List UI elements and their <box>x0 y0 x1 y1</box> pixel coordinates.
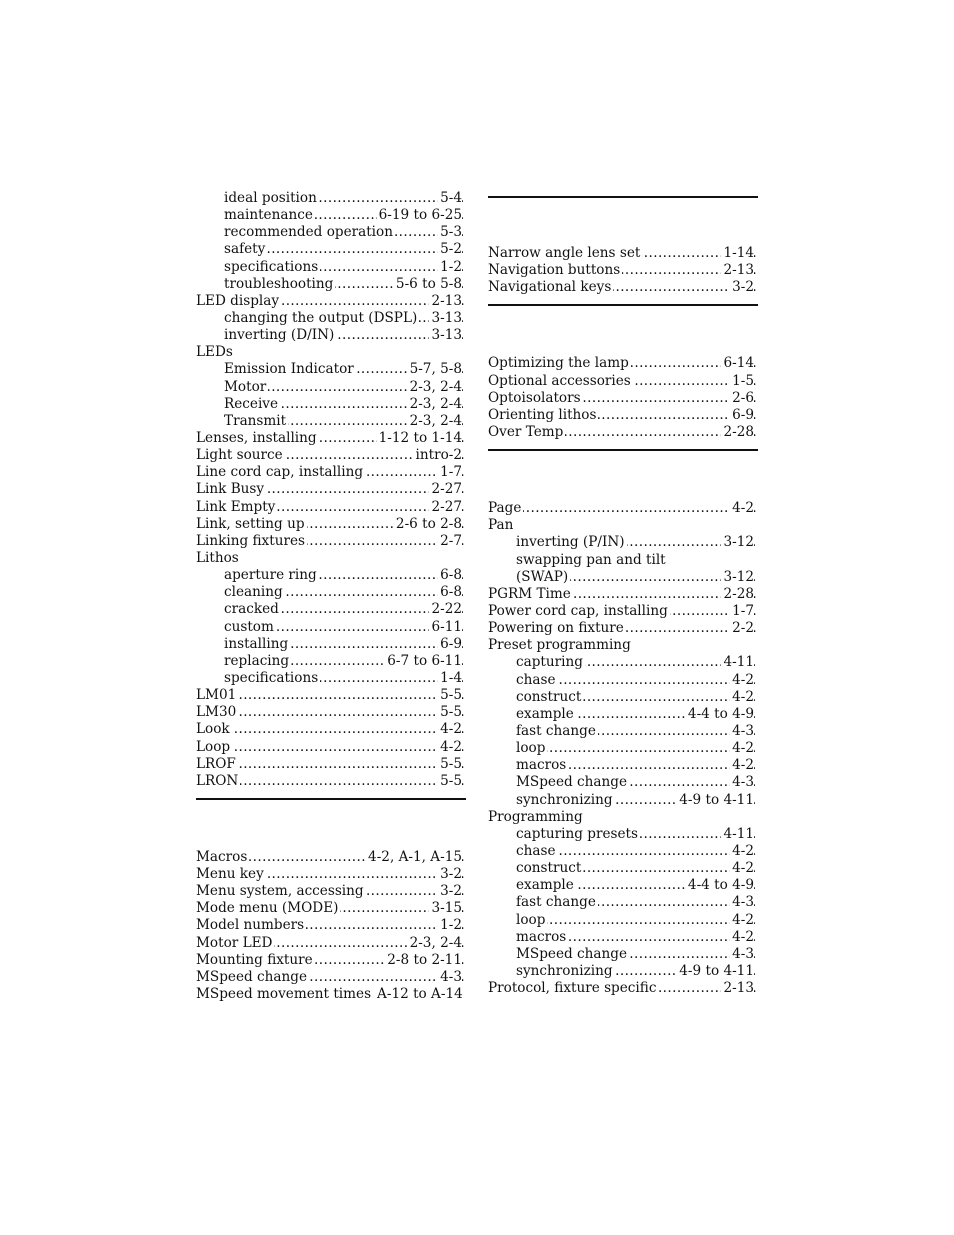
index-page-ref: 4-2 <box>732 911 754 928</box>
index-page-ref: 2-2 <box>732 620 754 637</box>
index-page-ref: 3-12 <box>723 534 754 551</box>
index-entry-preset-programming <box>488 637 756 654</box>
index-entry-lithos <box>196 550 464 567</box>
index-term: Over Temp <box>488 423 564 440</box>
index-term: construct <box>516 860 582 877</box>
index-term: Navigational keys <box>488 279 612 296</box>
index-page-ref: 4-11 <box>723 825 754 842</box>
index-term: Linking fixtures <box>196 532 305 549</box>
section-divider <box>488 196 758 198</box>
index-page-ref: 1-5 <box>732 372 754 389</box>
index-term: Motor LED <box>196 934 273 951</box>
index-subentry-custom <box>196 619 464 636</box>
index-page-ref: 2-3, 2-4 <box>409 378 462 395</box>
index-page-ref: 2-13 <box>431 292 462 309</box>
index-term: Power cord cap, installing <box>488 602 668 619</box>
index-page-ref: 2-3, 2-4 <box>409 412 462 429</box>
index-entry-loop <box>196 739 464 756</box>
index-term: specifications <box>224 258 319 275</box>
index-subentry-emission-indicator <box>196 361 464 378</box>
index-page-ref: 5-2 <box>440 241 462 258</box>
index-subentry-replacing <box>196 653 464 670</box>
index-entry-mounting-fixture <box>196 952 464 969</box>
index-page-ref: 3-2 <box>440 883 462 900</box>
index-term: chase <box>516 671 556 688</box>
index-term: Pan <box>488 517 514 534</box>
index-page-ref: 5-5 <box>440 755 462 772</box>
index-subentry-ideal-position <box>196 190 464 207</box>
index-page-ref: 5-5 <box>440 687 462 704</box>
index-entry-lm01 <box>196 687 464 704</box>
index-term: Look <box>196 721 230 738</box>
index-term: LED display <box>196 292 280 309</box>
index-subentry-recommended-operation <box>196 224 464 241</box>
index-term: Mode menu (MODE) <box>196 900 339 917</box>
index-subentry-cracked <box>196 601 464 618</box>
index-entry-mspeed-change <box>196 969 464 986</box>
index-term: Narrow angle lens set <box>488 245 641 261</box>
index-term: MSpeed change <box>516 945 628 962</box>
index-entry-optional-accessories <box>488 373 756 390</box>
index-page-ref: 2-22 <box>431 601 462 618</box>
index-entry-light-source <box>196 447 464 464</box>
index-term: construct <box>516 688 582 705</box>
index-page-ref: 2-8 to 2-11 <box>387 951 462 968</box>
index-entry-powering-on-fixture <box>488 620 756 637</box>
index-page-ref: 4-2 <box>732 928 754 945</box>
index-entry-power-cord-cap-installing <box>488 603 756 620</box>
index-entry-motor-led <box>196 935 464 952</box>
index-subentry-specifications <box>196 670 464 687</box>
index-term: Lithos <box>196 549 239 566</box>
index-term: fast change <box>516 722 596 739</box>
index-subentry-capturing-presets <box>488 826 756 843</box>
index-term: Motor <box>224 378 267 395</box>
index-term: Loop <box>196 738 231 755</box>
index-entry-narrow-angle-lens-set <box>488 245 756 262</box>
index-term: loop <box>516 911 546 928</box>
index-entry-lrof <box>196 756 464 773</box>
index-term: Optoisolators <box>488 389 581 406</box>
index-term: chase <box>516 842 556 859</box>
index-term: macros <box>516 928 567 945</box>
section-divider <box>488 449 758 451</box>
index-entry-protocol-fixture-specific <box>488 980 756 997</box>
index-page-ref: A-12 to A-14 <box>373 986 463 1002</box>
index-term: MSpeed change <box>516 774 628 791</box>
index-term: cracked <box>224 601 279 618</box>
index-page-ref: 4-3 <box>732 774 754 791</box>
index-subentry-synchronizing <box>488 792 756 809</box>
index-page-ref: 3-13 <box>431 309 462 326</box>
index-term: Powering on fixture <box>488 620 624 637</box>
index-entry-macros <box>196 849 464 866</box>
index-subentry-aperture-ring <box>196 567 464 584</box>
index-page-ref: 2-27 <box>431 481 462 498</box>
index-column-left <box>196 190 464 1003</box>
index-page-ref: 2-7 <box>440 532 462 549</box>
index-entry-pan <box>488 517 756 534</box>
section-divider <box>196 798 466 800</box>
index-term: Macros <box>196 848 248 865</box>
index-page-ref: 2-6 to 2-8 <box>395 515 462 532</box>
index-term: fast change <box>516 894 596 911</box>
index-page-ref: 4-9 to 4-11 <box>679 791 754 808</box>
index-subentry-maintenance <box>196 207 464 224</box>
index-entry-over-temp <box>488 424 756 441</box>
index-entry-lron <box>196 773 464 790</box>
index-entry-programming <box>488 809 756 826</box>
index-page-ref: 2-28 <box>723 423 754 440</box>
index-page-ref: 4-11 <box>723 654 754 671</box>
index-subentry-troubleshooting <box>196 276 464 293</box>
index-page-ref: 4-3 <box>732 945 754 962</box>
index-term: Receive <box>224 395 279 412</box>
index-term: aperture ring <box>224 567 317 584</box>
index-term: example <box>516 705 574 722</box>
index-term: LM01 <box>196 687 237 704</box>
index-subentry-installing <box>196 636 464 653</box>
index-term: MSpeed change <box>196 968 308 985</box>
index-term: Optimizing the lamp <box>488 355 629 372</box>
index-term: synchronizing <box>516 791 613 808</box>
index-subentry-motor <box>196 379 464 396</box>
index-term: cleaning <box>224 584 283 601</box>
index-entry-pgrm-time <box>488 586 756 603</box>
index-page-ref: 6-14 <box>723 355 754 372</box>
index-term: custom <box>224 618 274 635</box>
index-term: changing the output (DSPL) <box>224 309 418 326</box>
index-term: safety <box>224 241 266 258</box>
index-entry-menu-system-accessing <box>196 883 464 900</box>
index-subentry-synchronizing <box>488 963 756 980</box>
index-page-ref: 4-2 <box>732 842 754 859</box>
index-page-ref: 4-2 <box>440 721 462 738</box>
index-page-ref: 4-2 <box>732 757 754 774</box>
index-page-ref: 6-7 to 6-11 <box>387 652 462 669</box>
index-subentry-receive <box>196 396 464 413</box>
index-page-ref: 2-3, 2-4 <box>409 395 462 412</box>
index-term: Mounting fixture <box>196 951 313 968</box>
index-term: Orienting lithos <box>488 406 597 423</box>
index-term: capturing <box>516 654 583 671</box>
index-page-ref: 2-13 <box>723 980 754 997</box>
index-page-ref: 4-4 to 4-9 <box>687 705 754 722</box>
index-subentry-construct <box>488 860 756 877</box>
index-term: Optional accessories <box>488 372 631 389</box>
index-page-ref: 2-28 <box>723 585 754 602</box>
section-divider-block <box>196 790 464 849</box>
index-term: macros <box>516 757 567 774</box>
index-entry-led-display <box>196 293 464 310</box>
index-entry-model-numbers <box>196 917 464 934</box>
index-term: LRON <box>196 772 239 789</box>
index-page-ref: 5-5 <box>440 704 462 721</box>
index-entry-mode-menu-mode <box>196 900 464 917</box>
index-page-ref: 1-2 <box>440 258 462 275</box>
index-subentry-capturing <box>488 654 756 671</box>
index-entry-optoisolators <box>488 390 756 407</box>
index-page-ref: 1-12 to 1-14 <box>378 429 462 446</box>
index-term: LROF <box>196 755 236 772</box>
index-term: Link Empty <box>196 498 276 515</box>
index-term: ideal position <box>224 190 317 206</box>
index-subentry-fast-change <box>488 894 756 911</box>
index-page-ref: 2-27 <box>431 498 462 515</box>
index-subentry-loop <box>488 740 756 757</box>
index-subentry-inverting-p-in <box>488 534 756 551</box>
index-page-ref: 3-2 <box>732 279 754 296</box>
index-term: maintenance <box>224 207 313 224</box>
index-page-ref: 4-2 <box>732 500 754 517</box>
index-page-ref: 6-9 <box>440 635 462 652</box>
index-term: Menu system, accessing <box>196 883 364 900</box>
index-page-ref: 5-3 <box>440 224 462 241</box>
index-term: Navigation buttons <box>488 262 621 279</box>
index-entry-navigational-keys <box>488 279 756 296</box>
index-term: synchronizing <box>516 962 613 979</box>
index-page-ref: 4-2 <box>732 671 754 688</box>
index-term: Link, setting up <box>196 515 305 532</box>
index-subentry-chase <box>488 672 756 689</box>
index-subentry-safety <box>196 241 464 258</box>
index-entry-lm30 <box>196 704 464 721</box>
index-entry-leds <box>196 344 464 361</box>
index-subentry-fast-change <box>488 723 756 740</box>
index-term: LEDs <box>196 344 233 361</box>
index-page-ref: 3-2 <box>440 866 462 883</box>
index-entry-navigation-buttons <box>488 262 756 279</box>
index-page-ref: 3-12 <box>723 568 754 585</box>
section-divider-block <box>488 441 756 500</box>
index-term: Page <box>488 500 522 517</box>
index-subentry-swapping-pan-and-tilt <box>488 552 756 569</box>
index-term: swapping pan and tilt <box>516 551 666 568</box>
index-page-ref: 6-11 <box>431 618 462 635</box>
index-page-ref: 3-13 <box>431 327 462 344</box>
index-page-ref: 4-3 <box>732 722 754 739</box>
index-entry-menu-key <box>196 866 464 883</box>
index-page-ref: 4-3 <box>732 894 754 911</box>
index-term: LM30 <box>196 704 237 721</box>
index-page-ref: 4-9 to 4-11 <box>679 962 754 979</box>
index-entry-link-empty <box>196 499 464 516</box>
index-page-ref: 4-2, A-1, A-15 <box>368 848 462 865</box>
index-subentry-mspeed-change <box>488 774 756 791</box>
index-page-ref: 1-7 <box>732 602 754 619</box>
index-term: Light source <box>196 447 283 464</box>
index-term: capturing presets <box>516 825 638 842</box>
index-subentry-changing-the-output-dspl <box>196 310 464 327</box>
index-page-ref: 5-6 to 5-8 <box>395 275 462 292</box>
index-term: Transmit <box>224 412 287 429</box>
index-term: example <box>516 877 574 894</box>
index-page-ref: 1-4 <box>440 669 462 686</box>
index-page-ref: 6-8 <box>440 584 462 601</box>
index-term: Line cord cap, installing <box>196 464 364 481</box>
index-page-ref: 5-5 <box>440 772 462 789</box>
index-term: specifications <box>224 669 319 686</box>
index-subentry-inverting-d-in <box>196 327 464 344</box>
index-term: loop <box>516 740 546 757</box>
index-page-ref: 4-2 <box>732 860 754 877</box>
index-term: Link Busy <box>196 481 265 498</box>
index-page-ref: 2-13 <box>723 262 754 279</box>
section-divider-block <box>488 190 756 245</box>
index-term: MSpeed movement times <box>196 986 372 1003</box>
index-term: troubleshooting <box>224 275 334 292</box>
index-page-ref: 6-19 to 6-25 <box>378 207 462 224</box>
index-term: inverting (D/IN) <box>224 327 335 344</box>
section-divider <box>488 304 758 306</box>
index-entry-page <box>488 500 756 517</box>
index-subentry-construct <box>488 689 756 706</box>
index-term: inverting (P/IN) <box>516 534 625 551</box>
index-term: Menu key <box>196 866 264 883</box>
index-entry-line-cord-cap-installing <box>196 464 464 481</box>
index-page-ref: 4-2 <box>732 688 754 705</box>
index-page-ref: 4-4 to 4-9 <box>687 877 754 894</box>
index-page-ref: 1-7 <box>440 464 462 481</box>
index-term: Model numbers <box>196 917 305 934</box>
index-page-ref: 6-9 <box>732 406 754 423</box>
index-term: Preset programming <box>488 637 631 654</box>
index-entry-lenses-installing <box>196 430 464 447</box>
index-entry-optimizing-the-lamp <box>488 355 756 372</box>
index-subentry-loop <box>488 912 756 929</box>
index-entry-linking-fixtures <box>196 533 464 550</box>
index-subentry-cleaning <box>196 584 464 601</box>
index-page-ref: 1-14 <box>723 245 754 261</box>
index-subentry-chase <box>488 843 756 860</box>
index-subentry-specifications <box>196 259 464 276</box>
index-term: PGRM Time <box>488 585 571 602</box>
index-page-ref: 6-8 <box>440 567 462 584</box>
index-term: replacing <box>224 652 290 669</box>
index-column-right <box>488 190 756 997</box>
index-page-ref: 1-2 <box>440 917 462 934</box>
index-subentry-macros <box>488 757 756 774</box>
index-subentry-transmit <box>196 413 464 430</box>
index-page-ref: 3-15 <box>431 900 462 917</box>
index-page-ref: 4-2 <box>732 740 754 757</box>
index-page-ref: 5-7, 5-8 <box>409 361 462 378</box>
index-entry-mspeed-movement-times <box>196 986 464 1003</box>
index-subentry-example <box>488 877 756 894</box>
index-entry-link-setting-up <box>196 516 464 533</box>
index-term: installing <box>224 635 289 652</box>
index-page-ref: 4-2 <box>440 738 462 755</box>
index-term: (SWAP) <box>516 568 569 585</box>
index-page-ref: 4-3 <box>440 968 462 985</box>
index-term: Protocol, fixture specific <box>488 980 657 997</box>
index-page-ref: 2-6 <box>732 389 754 406</box>
index-term: Lenses, installing <box>196 429 317 446</box>
index-page-ref: 2-3, 2-4 <box>409 934 462 951</box>
index-subentry-mspeed-change <box>488 946 756 963</box>
section-divider-block <box>488 296 756 355</box>
index-subentry-macros <box>488 929 756 946</box>
index-page-ref: intro-2 <box>415 447 462 464</box>
index-page-ref: 5-4 <box>440 190 462 206</box>
index-term: recommended operation <box>224 224 393 241</box>
index-term: Emission Indicator <box>224 361 354 378</box>
index-subentry-swap <box>488 569 756 586</box>
index-entry-look <box>196 721 464 738</box>
index-term: Programming <box>488 808 583 825</box>
index-entry-orienting-lithos <box>488 407 756 424</box>
index-subentry-example <box>488 706 756 723</box>
index-entry-link-busy <box>196 481 464 498</box>
